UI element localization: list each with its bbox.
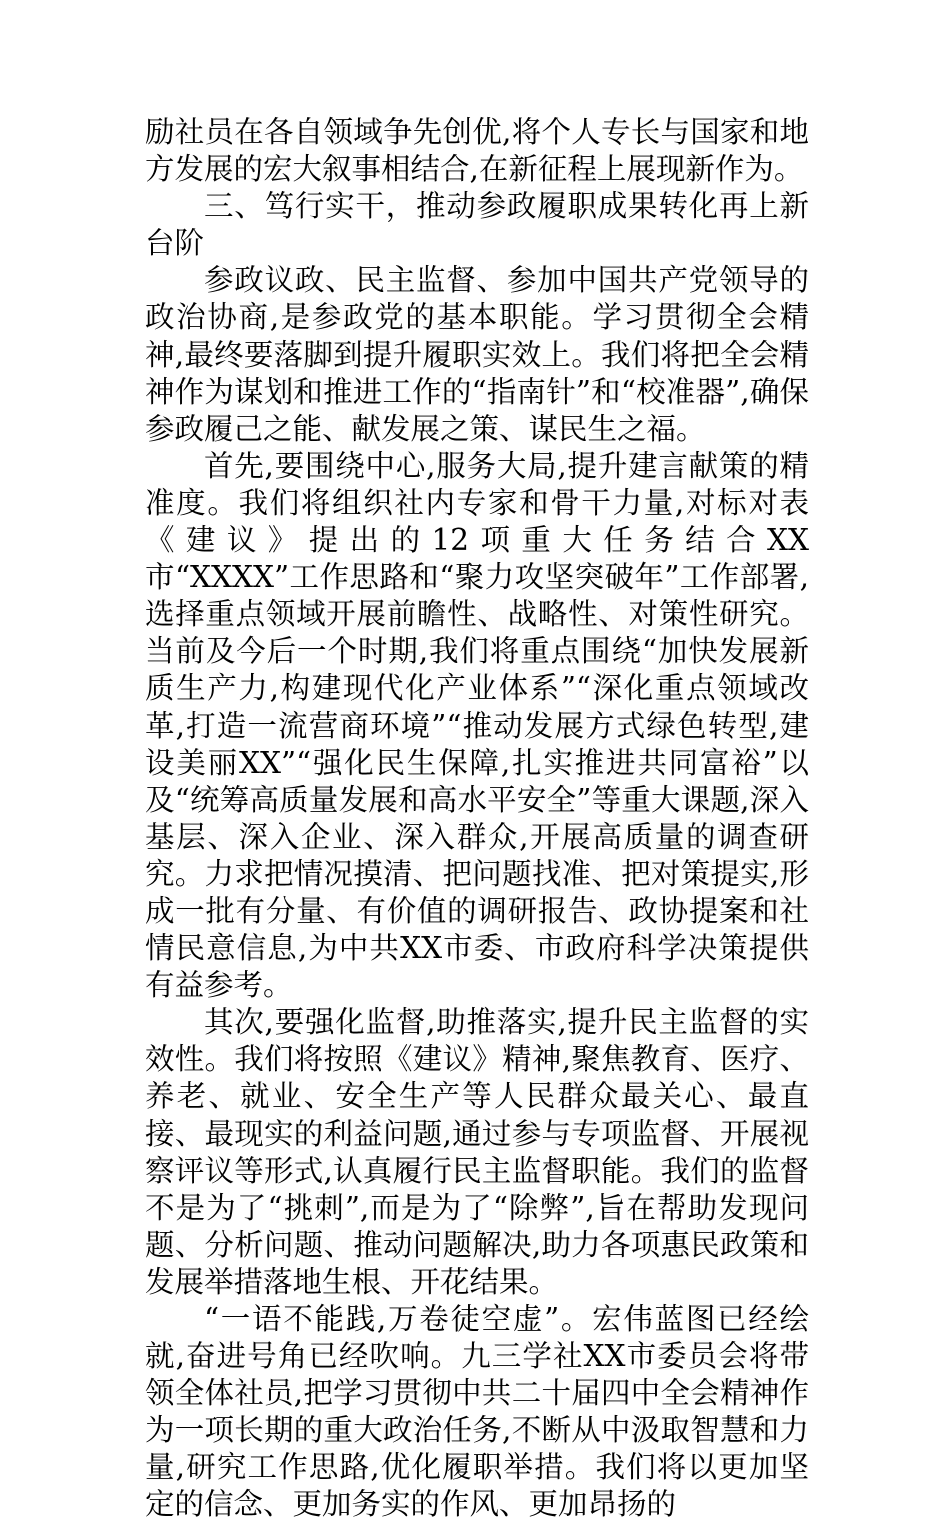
paragraph-continuation: 励社员在各自领域争先创优,将个人专长与国家和地方发展的宏大叙事相结合,在新征程上展现新作为。 [145, 115, 809, 187]
paragraph-second: 其次,要强化监督,助推落实,提升民主监督的实效性。我们将按照《建议》精神,聚焦教育、医疗、养老、就业、安全生产等人民群众最关心、最直接、最现实的利益问题,通过参与专项监督、开展视察评议等形式,认真履行民主监督职能。我们的监督不是为了“挑刺”,而是为了“除弊”,旨在帮助发现问题、分析问题、推动问题解决,助力各项惠民政策和发展举措落地生根、开花结果。 [145, 1005, 809, 1299]
document-body [145, 114, 809, 1524]
paragraph-first: 首先,要围绕中心,服务大局,提升建言献策的精准度。我们将组织社内专家和骨干力量,对标对表《建议》提出的12项重大任务结合XX市“XXXX”工作思路和“聚力攻坚突破年”工作部署,选择重点领域开展前瞻性、战略性、对策性研究。当前及今后一个时期,我们将重点围绕“加快发展新质生产力,构建现代化产业体系”“深化重点领域改革,打造一流营商环境”“推动发展方式绿色转型,建设美丽XX”“强化民生保障,扎实推进共同富裕”以及“统筹高质量发展和高水平安全”等重大课题,深入基层、深入企业、深入群众,开展高质量的调查研究。力求把情况摸清、把问题找准、把对策提实,形成一批有分量、有价值的调研报告、政协提案和社情民意信息,为中共XX市委、市政府科学决策提供有益参考。 [145, 448, 809, 1003]
paragraph-duties: 参政议政、民主监督、参加中国共产党领导的政治协商,是参政党的基本职能。学习贯彻全会精神,最终要落脚到提升履职实效上。我们将把全会精神作为谋划和推进工作的“指南针”和“校准器”,确保参政履己之能、献发展之策、谋民生之福。 [145, 263, 809, 446]
section-heading: 三、笃行实干，推动参政履职成果转化再上新台阶 [145, 189, 809, 261]
paragraph-closing: “一语不能践,万卷徒空虚”。宏伟蓝图已经绘就,奋进号角已经吹响。九三学社XX市委员会将带领全体社员,把学习贯彻中共二十届四中全会精神作为一项长期的重大政治任务,不断从中汲取智慧和力量,研究工作思路,优化履职举措。我们将以更加坚定的信念、更加务实的作风、更加昂扬的 [145, 1302, 809, 1522]
